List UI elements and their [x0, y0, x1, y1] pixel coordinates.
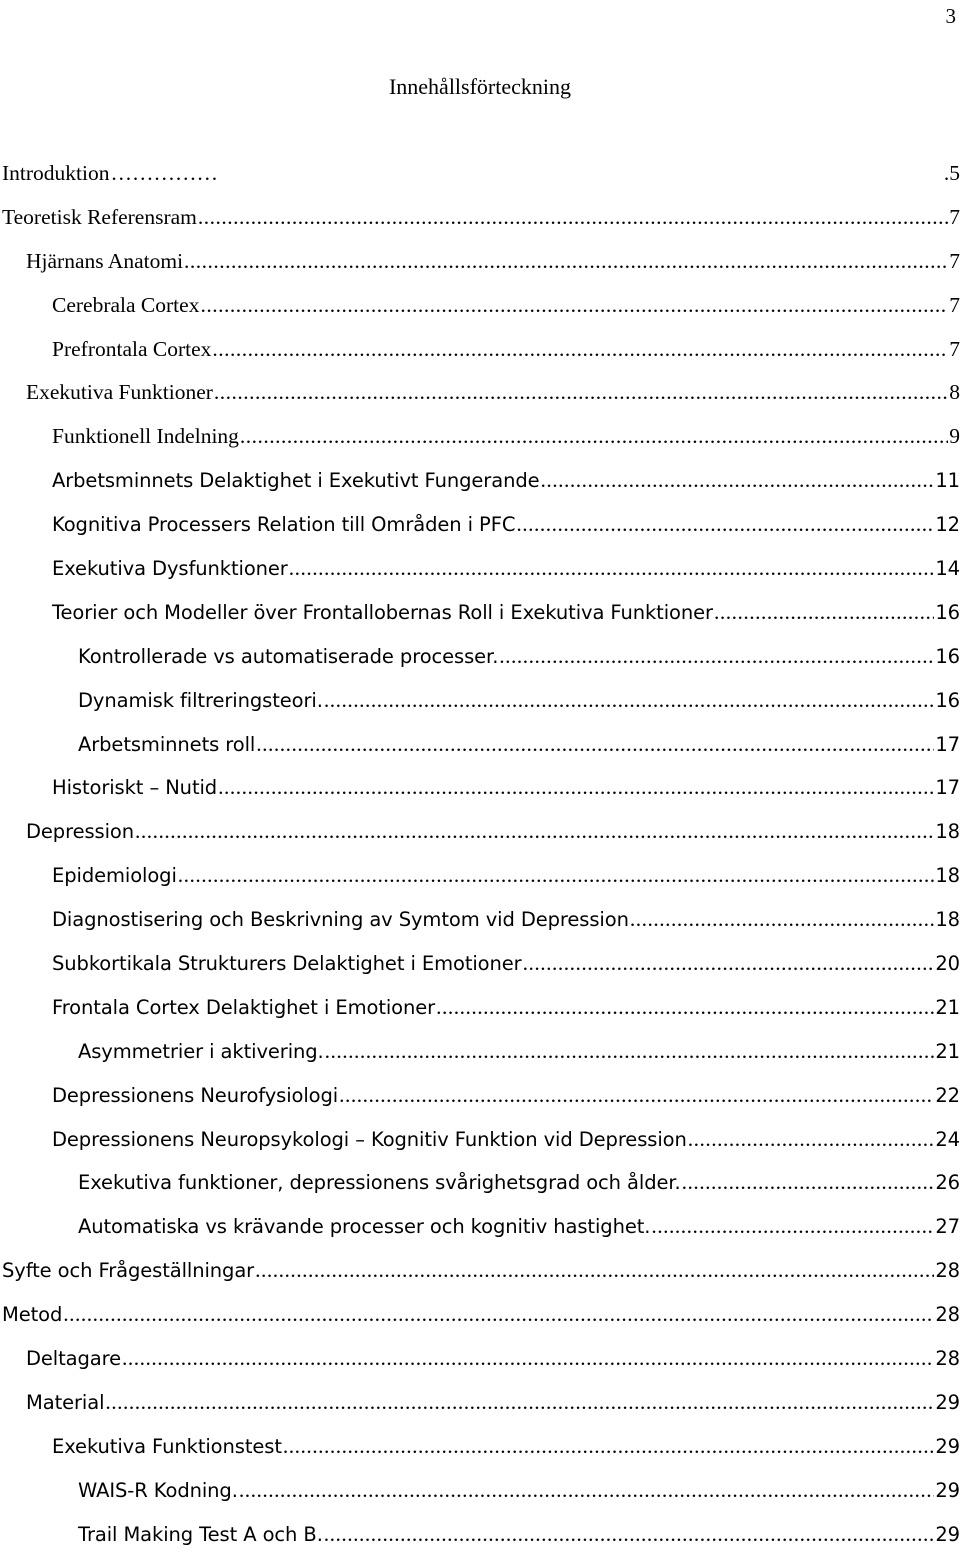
toc-dot-leader — [63, 1301, 934, 1327]
toc-entry-title: Teorier och Modeller över Frontallobernas Roll i Exekutiva Funktioner — [52, 600, 713, 624]
toc-entry[interactable] — [0, 1477, 960, 1521]
toc-entry-page: 29 — [935, 1390, 960, 1414]
toc-entry-page: 18 — [935, 864, 960, 888]
toc-entry-title: Metod — [2, 1303, 63, 1327]
toc-entry[interactable] — [0, 1389, 960, 1433]
page-number: 3 — [945, 4, 956, 28]
toc-dot-leader — [239, 1477, 935, 1503]
table-of-contents — [0, 160, 960, 1565]
toc-entry-page: 28 — [935, 1303, 960, 1327]
toc-entry-page: 18 — [935, 908, 960, 932]
toc-entry[interactable] — [0, 1082, 960, 1126]
toc-entry-title: Prefrontala Cortex — [52, 336, 212, 361]
toc-entry-page: 24 — [935, 1127, 960, 1151]
toc-dot-leader — [184, 248, 948, 274]
toc-entry-title: WAIS-R Kodning. — [78, 1478, 238, 1502]
toc-dot-leader — [212, 336, 948, 362]
toc-entry[interactable] — [0, 599, 960, 643]
toc-dot-leader — [122, 1345, 934, 1371]
toc-dot-leader — [255, 1257, 934, 1283]
toc-entry-title: Depressionens Neurofysiologi — [52, 1083, 339, 1107]
toc-entry-title: Hjärnans Anatomi — [26, 248, 184, 273]
toc-entry[interactable] — [0, 994, 960, 1038]
toc-entry-title: Arbetsminnets roll — [78, 732, 256, 756]
toc-entry-page: 18 — [935, 820, 960, 844]
toc-entry-title: Asymmetrier i aktivering. — [78, 1039, 324, 1063]
toc-entry[interactable] — [0, 1433, 960, 1477]
toc-entry-page: 22 — [935, 1083, 960, 1107]
toc-dot-leader — [324, 687, 935, 713]
toc-entry-page: 14 — [935, 557, 960, 581]
toc-entry-title: Kognitiva Processers Relation till Områden i PFC — [52, 513, 516, 537]
toc-entry-title: Exekutiva funktioner, depressionens svårighetsgrad och ålder. — [78, 1171, 681, 1195]
toc-entry[interactable] — [0, 1126, 960, 1170]
toc-dot-leader — [541, 467, 935, 493]
toc-dot-leader — [198, 204, 948, 230]
toc-entry[interactable] — [0, 1521, 960, 1565]
toc-entry[interactable] — [0, 1038, 960, 1082]
toc-entry[interactable] — [0, 555, 960, 599]
toc-dot-leader — [111, 160, 943, 186]
toc-entry[interactable] — [0, 731, 960, 775]
toc-entry-title: Subkortikala Strukturers Delaktighet i Emotioner — [52, 952, 522, 976]
toc-entry-title: Dynamisk filtreringsteori. — [78, 688, 323, 712]
toc-entry[interactable] — [0, 1345, 960, 1389]
toc-entry[interactable] — [0, 1169, 960, 1213]
toc-entry[interactable] — [0, 1213, 960, 1257]
toc-dot-leader — [289, 555, 935, 581]
toc-entry-title: Trail Making Test A och B. — [78, 1522, 323, 1546]
toc-entry[interactable] — [0, 643, 960, 687]
toc-entry-title: Introduktion — [2, 161, 110, 185]
toc-entry-title: Teoretisk Referensram — [2, 204, 197, 229]
toc-dot-leader — [688, 1126, 935, 1152]
toc-dot-leader — [324, 1521, 935, 1547]
toc-dot-leader — [339, 1082, 934, 1108]
toc-entry-title: Deltagare — [26, 1347, 122, 1371]
toc-entry-page: 29 — [935, 1478, 960, 1502]
toc-entry[interactable] — [0, 1257, 960, 1301]
toc-entry-page: 29 — [935, 1522, 960, 1546]
toc-entry[interactable] — [0, 774, 960, 818]
toc-dot-leader — [178, 862, 935, 888]
toc-dot-leader — [630, 906, 935, 932]
toc-entry[interactable] — [0, 1301, 960, 1345]
toc-entry[interactable] — [0, 423, 960, 467]
toc-entry-title: Automatiska vs krävande processer och kognitiv hastighet. — [78, 1215, 651, 1239]
toc-dot-leader — [516, 511, 934, 537]
toc-entry[interactable] — [0, 906, 960, 950]
toc-entry-title: Cerebrala Cortex — [52, 292, 200, 317]
toc-entry-title: Funktionell Indelning — [52, 424, 239, 449]
toc-entry[interactable] — [0, 467, 960, 511]
toc-entry[interactable] — [0, 204, 960, 248]
toc-dot-leader — [651, 1213, 934, 1239]
toc-dot-leader — [283, 1433, 934, 1459]
toc-entry[interactable] — [0, 336, 960, 380]
toc-dot-leader — [105, 1389, 934, 1415]
toc-entry[interactable] — [0, 160, 960, 204]
toc-entry-title: Material — [26, 1390, 105, 1414]
toc-entry-page: 7 — [949, 248, 960, 273]
toc-entry-page: 16 — [935, 600, 960, 624]
toc-entry[interactable] — [0, 818, 960, 862]
toc-entry[interactable] — [0, 511, 960, 555]
toc-entry[interactable] — [0, 687, 960, 731]
toc-entry[interactable] — [0, 379, 960, 423]
toc-entry-page: 16 — [935, 688, 960, 712]
toc-entry[interactable] — [0, 862, 960, 906]
toc-entry[interactable] — [0, 950, 960, 994]
toc-dot-leader — [714, 599, 934, 625]
toc-entry-page: .5 — [943, 161, 960, 185]
toc-entry-page: 20 — [935, 952, 960, 976]
toc-entry-page: 12 — [935, 513, 960, 537]
toc-dot-leader — [214, 379, 948, 405]
toc-entry-title: Depression — [26, 820, 135, 844]
toc-entry-page: 29 — [935, 1434, 960, 1458]
toc-dot-leader — [325, 1038, 935, 1064]
toc-dot-leader — [240, 423, 948, 449]
toc-dot-leader — [218, 774, 934, 800]
toc-dot-leader — [135, 818, 934, 844]
toc-entry-title: Syfte och Frågeställningar — [2, 1259, 255, 1283]
toc-entry-page: 27 — [935, 1215, 960, 1239]
toc-dot-leader — [499, 643, 934, 669]
toc-entry-page: 17 — [935, 776, 960, 800]
toc-dot-leader — [523, 950, 935, 976]
toc-entry[interactable] — [0, 248, 960, 292]
toc-entry-title: Diagnostisering och Beskrivning av Symtom vid Depression — [52, 908, 629, 932]
toc-entry-page: 11 — [935, 469, 960, 493]
toc-entry-page: 21 — [935, 1039, 960, 1063]
toc-entry-page: 17 — [935, 732, 960, 756]
toc-entry-title: Exekutiva Dysfunktioner — [52, 557, 288, 581]
toc-entry-page: 7 — [949, 204, 960, 229]
toc-entry-page: 9 — [949, 424, 960, 449]
toc-entry-page: 16 — [935, 644, 960, 668]
toc-entry-page: 7 — [949, 336, 960, 361]
toc-entry-page: 21 — [935, 995, 960, 1019]
toc-entry-title: Depressionens Neuropsykologi – Kognitiv Funktion vid Depression — [52, 1127, 687, 1151]
page-title: Innehållsförteckning — [388, 74, 572, 99]
toc-dot-leader — [256, 731, 934, 757]
toc-entry-title: Exekutiva Funktionstest — [52, 1434, 282, 1458]
toc-entry-title: Exekutiva Funktioner — [26, 380, 213, 405]
toc-entry-page: 28 — [935, 1259, 960, 1283]
toc-entry-page: 7 — [949, 292, 960, 317]
toc-entry-title: Kontrollerade vs automatiserade processer. — [78, 644, 499, 668]
toc-entry-title: Epidemiologi — [52, 864, 177, 888]
toc-entry[interactable] — [0, 292, 960, 336]
toc-dot-leader — [200, 292, 948, 318]
toc-entry-page: 28 — [935, 1347, 960, 1371]
toc-entry-title: Frontala Cortex Delaktighet i Emotioner — [52, 995, 436, 1019]
toc-entry-page: 8 — [949, 380, 960, 405]
toc-entry-title: Historiskt – Nutid — [52, 776, 218, 800]
toc-entry-page: 26 — [935, 1171, 960, 1195]
toc-entry-title: Arbetsminnets Delaktighet i Exekutivt Fungerande — [52, 469, 540, 493]
toc-dot-leader — [436, 994, 934, 1020]
toc-dot-leader — [682, 1169, 935, 1195]
